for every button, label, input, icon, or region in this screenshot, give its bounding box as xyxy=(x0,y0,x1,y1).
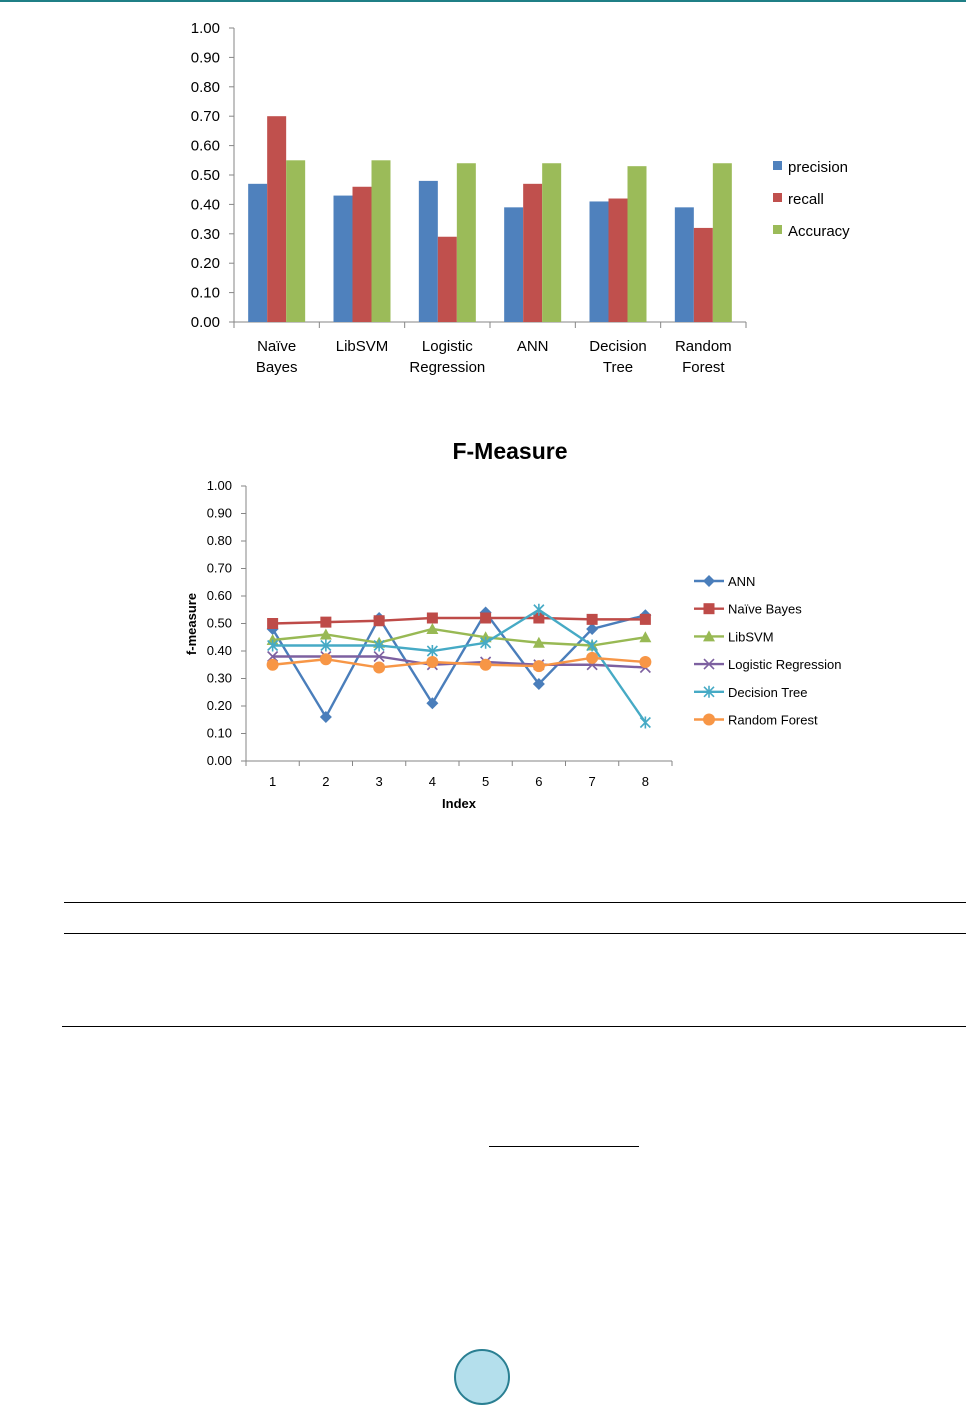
data-point-7 xyxy=(587,614,598,625)
y-tick-label: 0.90 xyxy=(206,505,232,521)
legend-swatch-recall xyxy=(773,193,782,202)
legend-label: Logistic Regression xyxy=(728,657,842,673)
x-category-label: Regression xyxy=(409,359,486,376)
y-tick-label: 0.50 xyxy=(206,615,232,631)
bar-precision-5 xyxy=(590,201,609,322)
y-tick-label: 0.70 xyxy=(206,560,232,576)
bar-recall-2 xyxy=(353,187,372,322)
bar-precision-4 xyxy=(504,207,523,322)
series-random-forest xyxy=(267,652,652,674)
y-tick-label: 0.70 xyxy=(190,108,220,126)
bar-accuracy-6 xyxy=(713,163,732,322)
data-point-6 xyxy=(534,604,544,616)
bar-precision-3 xyxy=(419,181,438,322)
legend-label: precision xyxy=(788,159,849,176)
x-tick-label: 3 xyxy=(375,774,383,789)
legend-label: LibSVM xyxy=(728,629,774,645)
data-point-2 xyxy=(320,653,332,665)
bar-accuracy-1 xyxy=(286,160,305,322)
y-tick-label: 0.30 xyxy=(206,670,232,686)
x-tick-label: 2 xyxy=(322,774,330,789)
y-axis-label: f-measure xyxy=(184,592,199,656)
line-chart xyxy=(0,420,966,820)
x-tick-label: 1 xyxy=(269,774,277,789)
legend-marker xyxy=(704,603,715,614)
y-tick-label: 0.20 xyxy=(190,255,220,273)
data-point-5 xyxy=(480,613,491,624)
y-tick-label: 0.80 xyxy=(190,78,220,96)
x-category-label: Naïve xyxy=(257,338,297,355)
legend-label: ANN xyxy=(728,574,756,589)
y-tick-label: 0.10 xyxy=(190,284,220,302)
x-category-label: Logistic xyxy=(421,338,473,355)
x-category-label: ANN xyxy=(516,338,549,355)
y-tick-label: 0.00 xyxy=(190,314,220,331)
data-point-3 xyxy=(374,615,385,626)
bar-recall-4 xyxy=(523,184,542,322)
y-tick-label: 1.00 xyxy=(206,478,232,493)
bar-precision-6 xyxy=(675,207,694,322)
legend-marker xyxy=(703,575,715,587)
legend-label: Random Forest xyxy=(728,712,818,728)
page-number-badge xyxy=(454,1349,510,1405)
x-category-label: Forest xyxy=(682,359,725,376)
formula-fraction-bar xyxy=(489,1146,639,1147)
bar-recall-5 xyxy=(609,199,628,322)
bar-chart xyxy=(0,0,966,400)
y-tick-label: 0.80 xyxy=(206,533,232,548)
data-point-8 xyxy=(640,717,650,729)
bar-precision-1 xyxy=(248,184,267,322)
y-tick-label: 0.10 xyxy=(206,725,232,741)
bar-recall-1 xyxy=(267,116,286,322)
y-tick-label: 0.30 xyxy=(190,225,220,243)
x-category-label: LibSVM xyxy=(335,338,389,355)
bar-accuracy-4 xyxy=(542,163,561,322)
data-point-1 xyxy=(267,618,278,629)
x-tick-label: 5 xyxy=(482,774,490,789)
y-tick-label: 0.60 xyxy=(206,588,232,603)
bar-accuracy-2 xyxy=(372,160,391,322)
x-category-label: Bayes xyxy=(255,359,298,376)
x-tick-label: 6 xyxy=(535,774,543,789)
bar-recall-6 xyxy=(694,228,713,322)
table-header-rule xyxy=(64,933,966,934)
data-point-8 xyxy=(640,614,651,625)
x-category-label: Random xyxy=(674,338,732,355)
bar-precision-2 xyxy=(334,196,353,322)
data-point-2 xyxy=(320,617,331,628)
chart-title: F-Measure xyxy=(452,438,568,464)
x-category-label: Tree xyxy=(602,359,634,376)
y-tick-label: 0.20 xyxy=(206,698,232,713)
x-tick-label: 8 xyxy=(641,774,649,789)
y-tick-label: 1.00 xyxy=(190,20,220,37)
x-tick-label: 4 xyxy=(428,774,436,789)
y-tick-label: 0.60 xyxy=(190,137,220,155)
x-tick-label: 7 xyxy=(588,774,596,789)
legend-label: Naïve Bayes xyxy=(728,601,802,617)
y-tick-label: 0.50 xyxy=(190,167,220,184)
data-point-5 xyxy=(480,659,492,671)
data-point-4 xyxy=(426,697,438,709)
x-category-label: Decision xyxy=(589,338,647,355)
y-tick-label: 0.90 xyxy=(190,49,220,67)
data-point-6 xyxy=(533,660,545,672)
bar-accuracy-5 xyxy=(628,166,647,322)
table-bottom-rule xyxy=(62,1026,966,1027)
legend-marker xyxy=(703,714,715,726)
data-point-8 xyxy=(639,656,651,668)
x-axis-label: Index xyxy=(442,796,476,811)
legend-label: Accuracy xyxy=(788,223,850,240)
bar-accuracy-3 xyxy=(457,163,476,322)
table-top-rule xyxy=(64,902,966,903)
bar-recall-3 xyxy=(438,237,457,322)
data-point-2 xyxy=(320,711,332,723)
legend-swatch-precision xyxy=(773,161,782,170)
data-point-4 xyxy=(426,656,438,668)
data-point-4 xyxy=(427,613,438,624)
legend-swatch-accuracy xyxy=(773,225,782,234)
data-point-7 xyxy=(586,652,598,664)
y-tick-label: 0.40 xyxy=(190,196,220,214)
data-point-1 xyxy=(267,659,279,671)
y-tick-label: 0.00 xyxy=(206,753,232,768)
legend-label: Decision Tree xyxy=(728,684,808,700)
y-tick-label: 0.40 xyxy=(206,643,232,658)
legend-label: recall xyxy=(788,191,824,208)
data-point-3 xyxy=(373,662,385,674)
